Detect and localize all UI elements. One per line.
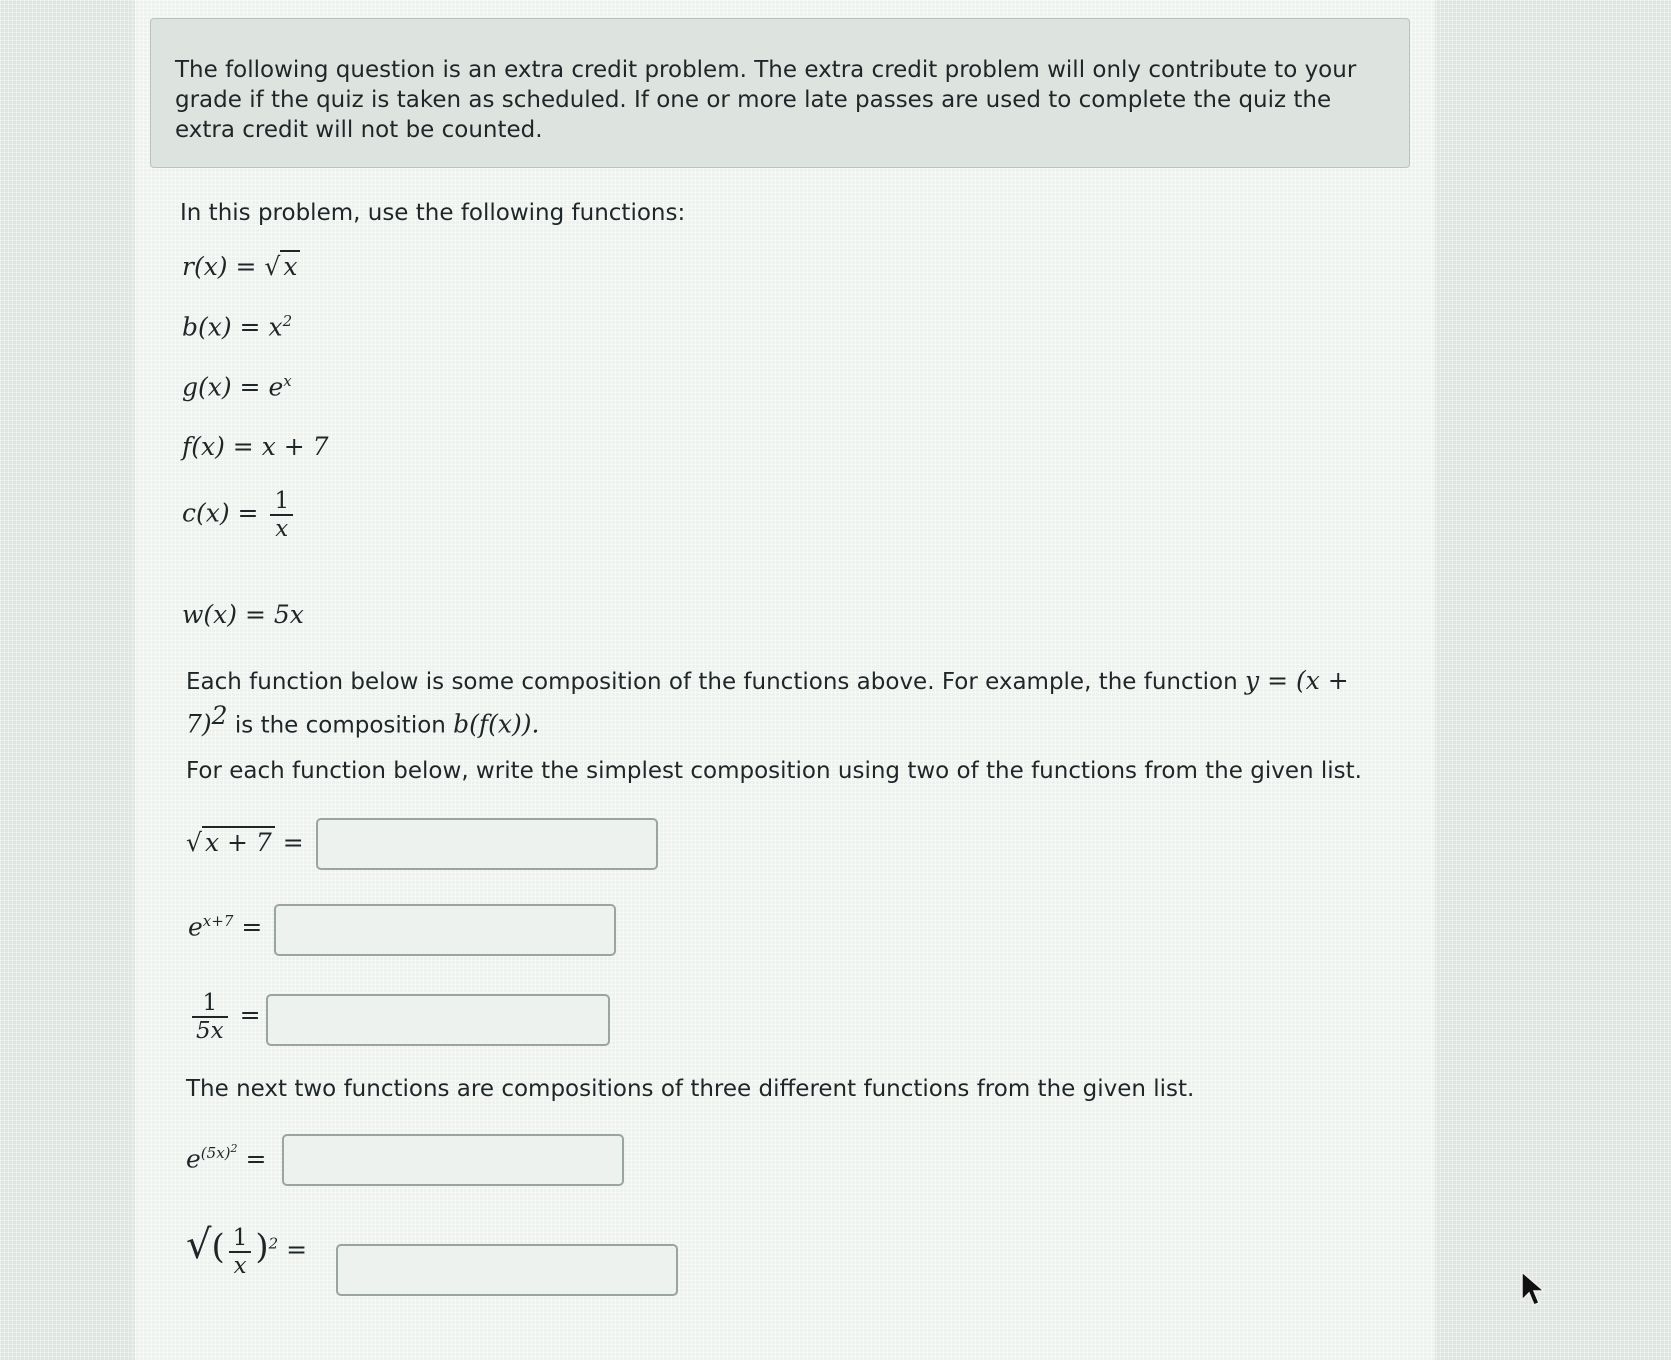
open-paren: (	[211, 1227, 225, 1267]
answer-input-4[interactable]	[282, 1134, 624, 1186]
function-w	[182, 600, 304, 629]
question-2-base: e	[188, 912, 203, 942]
function-b-exp: 2	[282, 312, 293, 330]
question-1-radicand: x + 7	[202, 826, 275, 857]
question-1-label	[186, 828, 304, 857]
question-3-fraction	[192, 990, 228, 1044]
function-c-lhs: c(x) =	[182, 498, 259, 528]
function-b-lhs: b(x) =	[182, 312, 261, 342]
question-2-exp: x+7	[202, 912, 234, 930]
example-text-1: Each function below is some composition of the functions above. For example, the function	[186, 669, 1238, 695]
extra-credit-notice	[150, 18, 1410, 168]
question-2-label	[188, 912, 262, 941]
question-5-exp: 2	[268, 1234, 279, 1253]
function-f-lhs: f(x) =	[182, 432, 254, 461]
question-4-exp: (5x)	[200, 1144, 231, 1162]
equals-sign: =	[245, 1144, 267, 1174]
close-paren: )	[255, 1227, 269, 1267]
example-paragraph	[186, 664, 1386, 743]
function-g	[182, 372, 292, 401]
question-5-label	[186, 1222, 307, 1279]
answer-input-2[interactable]	[274, 904, 616, 956]
function-f-rhs: x + 7	[261, 432, 329, 461]
equals-sign: =	[239, 1000, 261, 1030]
example-exp: 2	[211, 701, 228, 730]
function-c	[182, 488, 297, 542]
sqrt-symbol: √	[186, 1222, 212, 1268]
function-c-den: x	[270, 514, 293, 542]
equals-sign: =	[282, 828, 304, 857]
function-c-fraction	[270, 488, 293, 542]
question-5-num: 1	[232, 1224, 248, 1251]
function-b	[182, 312, 292, 341]
equals-sign: =	[241, 912, 263, 942]
function-g-exp: x	[283, 372, 292, 390]
function-g-lhs: g(x) =	[182, 372, 261, 402]
question-4-base: e	[186, 1144, 201, 1174]
function-c-num: 1	[274, 488, 290, 514]
answer-input-3[interactable]	[266, 994, 610, 1046]
answer-input-5[interactable]	[336, 1244, 678, 1296]
question-4-label	[186, 1142, 266, 1173]
question-4-exp2: 2	[230, 1142, 238, 1155]
function-r	[182, 252, 300, 281]
instruction-three-functions: The next two functions are compositions of three different functions from the given list.	[186, 1076, 1195, 1102]
equals-sign: =	[286, 1235, 308, 1264]
example-text-2: is the composition	[234, 712, 446, 739]
function-r-arg: x	[280, 250, 300, 281]
answer-input-1[interactable]	[316, 818, 658, 870]
question-5-den: x	[229, 1251, 252, 1279]
function-r-lhs: r(x) =	[182, 252, 257, 281]
example-math: y = (x + 7)	[186, 666, 1349, 739]
notice-text: The following question is an extra credit problem. The extra credit problem will only contribute to your grade if the quiz is taken as scheduled. If one or more late passes are used to complete the quiz the extra credit will not be counted.	[175, 57, 1357, 143]
example-composition: b(f(x)).	[453, 709, 540, 739]
function-w-rhs: 5x	[273, 600, 304, 629]
function-g-base: e	[268, 372, 284, 402]
intro-text: In this problem, use the following functions:	[180, 200, 686, 226]
question-3-label	[188, 990, 261, 1044]
function-w-lhs: w(x) =	[182, 600, 266, 629]
function-f	[182, 432, 329, 461]
question-3-den: 5x	[192, 1016, 228, 1044]
sqrt-symbol: √ x	[264, 252, 300, 281]
question-5-fraction	[229, 1225, 252, 1279]
sqrt-symbol: √ x + 7	[186, 828, 275, 857]
instruction-two-functions: For each function below, write the simplest composition using two of the functions from the given list.	[186, 758, 1362, 784]
question-3-num: 1	[202, 990, 218, 1016]
function-b-base: x	[268, 312, 283, 342]
mouse-pointer-icon	[1520, 1270, 1548, 1308]
